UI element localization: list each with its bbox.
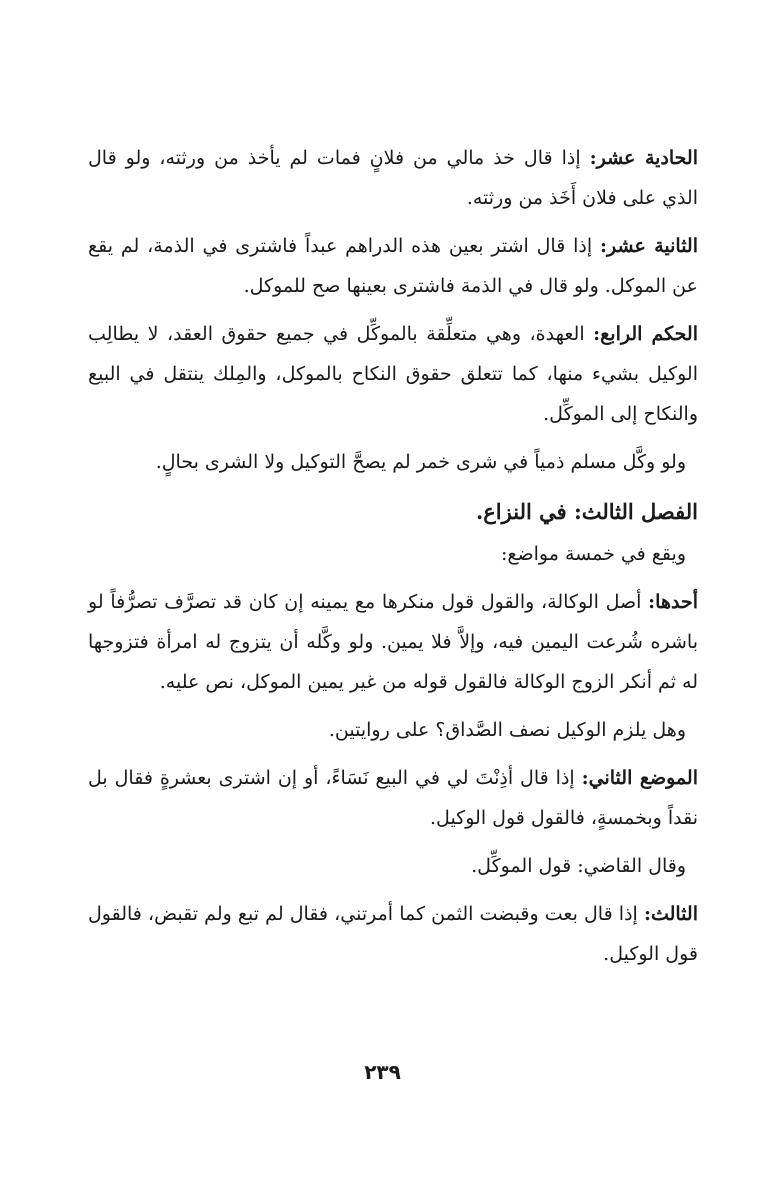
section-intro: ويقع في خمسة مواضع:: [500, 543, 686, 565]
paragraph-lead: الحكم الرابع:: [593, 323, 698, 345]
paragraph-text: إذا قال بعت وقبضت الثمن كما أمرتني، فقال لم تبع ولم تقبض، فالقول قول الوكيل.: [88, 903, 698, 965]
document-page: [88, 138, 698, 1098]
paragraph-judge-opinion: [88, 846, 698, 886]
paragraph-text: العهدة، وهي متعلِّقة بالموكِّل في جميع حقوق العقد، لا يطالِب الوكيل بشيء منها، كما تتعلق حقوق النكاح بالموكل، والمِلك ينتقل في البيع والنكاح إلى الموكِّل.: [88, 323, 698, 425]
paragraph-text: أصل الوكالة، والقول قول منكرها مع يمينه إن كان قد تصرَّف تصرُّفاً لو باشره شُرعت اليمين فيه، وإلاَّ فلا يمين. ولو وكَّله أن يتزوج له امرأة فتزوجها له ثم أنكر الزوج الوكالة فالقول قوله من غير يمين الموكل، نص عليه.: [88, 591, 698, 693]
page-number: ٢٣٩: [364, 1060, 401, 1084]
paragraph-text: إذا قال اشتر بعين هذه الدراهم عبداً فاشترى في الذمة، لم يقع عن الموكل. ولو قال في الذمة فاشترى بعينها صح للموكل.: [88, 235, 698, 297]
paragraph-fourth-ruling: [88, 314, 698, 434]
paragraph-dhimmi-agency: [88, 442, 698, 482]
paragraph-lead: الثالث:: [643, 903, 698, 925]
section-heading: الفصل الثالث: في النزاع.: [475, 499, 698, 524]
paragraph-lead: الحادية عشر:: [589, 147, 698, 169]
paragraph-text: وقال القاضي: قول الموكِّل.: [471, 855, 686, 877]
paragraph-twelfth: [88, 226, 698, 306]
paragraph-dowry-question: [88, 710, 698, 750]
paragraph-first-place: [88, 582, 698, 702]
paragraph-lead: الثانية عشر:: [600, 235, 698, 257]
paragraph-text: إذا قال أذِنْتَ لي في البيع نَسَاءً، أو إن اشترى بعشرةٍ فقال بل نقداً وبخمسةٍ، فالقول قول الوكيل.: [88, 767, 698, 829]
paragraph-eleventh: [88, 138, 698, 218]
paragraph-lead: أحدها:: [648, 591, 698, 613]
paragraph-text: وهل يلزم الوكيل نصف الصَّداق؟ على روايتين.: [328, 719, 686, 741]
paragraph-second-place: [88, 758, 698, 838]
paragraph-text: إذا قال خذ مالي من فلانٍ فمات لم يأخذ من ورثته، ولو قال الذي على فلان أَخَذ من ورثته.: [88, 147, 698, 209]
paragraph-third-place: [88, 894, 698, 974]
paragraph-text: ولو وكَّل مسلم ذمياً في شرى خمر لم يصحَّ التوكيل ولا الشرى بحالٍ.: [155, 451, 686, 473]
paragraph-lead: الموضع الثاني:: [581, 767, 698, 789]
